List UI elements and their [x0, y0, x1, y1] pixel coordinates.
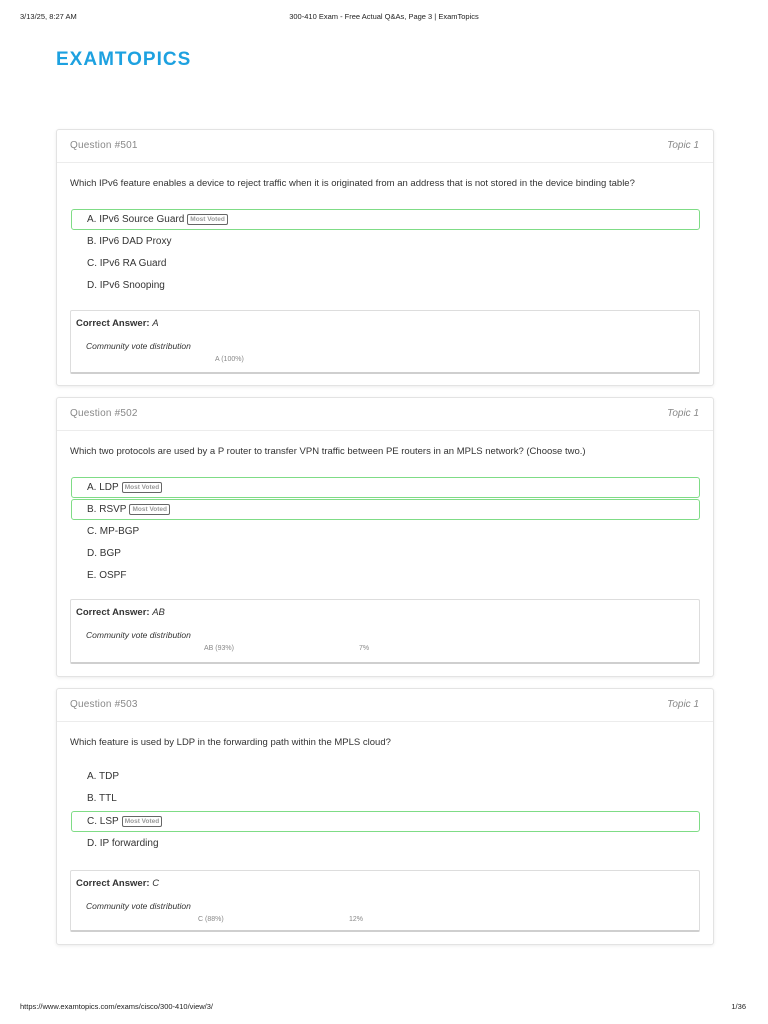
- most-voted-badge: Most Voted: [122, 816, 163, 827]
- correct-answer-value: C: [152, 878, 160, 889]
- question-card-503: [56, 688, 714, 945]
- community-vote-label: Community vote distribution: [86, 630, 191, 640]
- print-page-title: 300-410 Exam - Free Actual Q&As, Page 3 | ExamTopics: [289, 12, 479, 21]
- question-number: Question #503: [70, 699, 138, 710]
- choice-a[interactable]: [71, 209, 700, 230]
- question-text: Which IPv6 feature enables a device to reject traffic when it is originated from an address that is not stored in the device binding table?: [70, 178, 635, 189]
- choice-label: D. IPv6 Snooping: [87, 280, 165, 291]
- examtopics-logo[interactable]: [56, 44, 196, 72]
- choice-a[interactable]: [71, 766, 700, 787]
- correct-answer-value: A: [152, 318, 159, 329]
- choice-d[interactable]: [71, 543, 700, 564]
- community-vote-label: Community vote distribution: [86, 901, 191, 911]
- vote-label: A (100%): [215, 356, 244, 363]
- choice-d[interactable]: [71, 833, 700, 854]
- choice-c[interactable]: [71, 253, 700, 274]
- question-number: Question #501: [70, 140, 138, 151]
- choice-label: E. OSPF: [87, 570, 127, 581]
- most-voted-badge: Most Voted: [129, 504, 170, 515]
- community-vote-label: Community vote distribution: [86, 341, 191, 351]
- question-number: Question #502: [70, 408, 138, 419]
- logo-text: EXAMTOPICS: [56, 49, 192, 70]
- page-url: https://www.examtopics.com/exams/cisco/300-410/view/3/: [20, 1002, 213, 1011]
- choice-label: A. IPv6 Source Guard: [87, 214, 185, 225]
- choice-label: A. TDP: [87, 771, 120, 782]
- question-text: Which two protocols are used by a P router to transfer VPN traffic between PE routers in an MPLS network? (Choose two.): [70, 446, 586, 457]
- correct-answer-box: [70, 310, 700, 374]
- print-date: 3/13/25, 8:27 AM: [20, 12, 77, 21]
- choice-d[interactable]: [71, 275, 700, 296]
- most-voted-badge: Most Voted: [187, 214, 228, 225]
- correct-answer-box: [70, 870, 700, 932]
- vote-label: C (88%): [198, 916, 224, 923]
- correct-answer: Correct Answer: A: [76, 318, 159, 329]
- choice-label: B. RSVP: [87, 504, 127, 515]
- question-card-501: [56, 129, 714, 386]
- choice-b[interactable]: [71, 231, 700, 252]
- choice-b[interactable]: [71, 499, 700, 520]
- question-header: [57, 689, 713, 722]
- correct-answer-box: [70, 599, 700, 664]
- choice-label: D. BGP: [87, 548, 121, 559]
- print-footer: [0, 1002, 768, 1014]
- choice-c[interactable]: [71, 521, 700, 542]
- correct-answer-value: AB: [152, 607, 165, 618]
- choice-label: A. LDP: [87, 482, 119, 493]
- print-header: [0, 12, 768, 24]
- choice-a[interactable]: [71, 477, 700, 498]
- correct-answer: Correct Answer: AB: [76, 607, 165, 618]
- page-number: 1/36: [731, 1002, 746, 1011]
- choice-label: D. IP forwarding: [87, 838, 159, 849]
- most-voted-badge: Most Voted: [122, 482, 163, 493]
- question-topic: Topic 1: [667, 140, 699, 151]
- question-card-502: [56, 397, 714, 677]
- question-header: [57, 398, 713, 431]
- choice-label: B. IPv6 DAD Proxy: [87, 236, 172, 247]
- choice-b[interactable]: [71, 788, 700, 809]
- choice-label: B. TTL: [87, 793, 117, 804]
- question-topic: Topic 1: [667, 408, 699, 419]
- vote-label: 12%: [349, 916, 364, 923]
- vote-label: 7%: [359, 645, 370, 652]
- question-text: Which feature is used by LDP in the forwarding path within the MPLS cloud?: [70, 737, 391, 748]
- question-header: [57, 130, 713, 163]
- choice-label: C. LSP: [87, 816, 119, 827]
- choice-c[interactable]: [71, 811, 700, 832]
- choice-label: C. MP-BGP: [87, 526, 140, 537]
- choice-e[interactable]: [71, 565, 700, 586]
- choice-label: C. IPv6 RA Guard: [87, 258, 167, 269]
- vote-label: AB (93%): [204, 645, 234, 652]
- question-topic: Topic 1: [667, 699, 699, 710]
- correct-answer: Correct Answer: C: [76, 878, 160, 889]
